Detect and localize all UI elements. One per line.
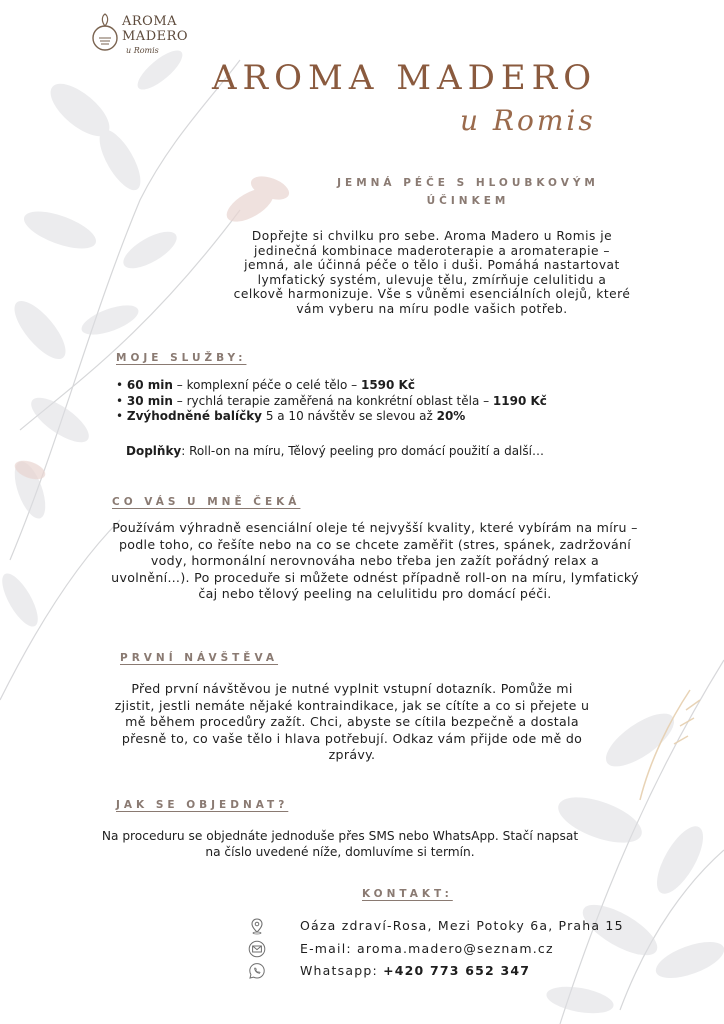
whatsapp-number[interactable]: +420 773 652 347 <box>383 963 531 978</box>
expect-heading: CO VÁS U MNĚ ČEKÁ <box>112 496 301 508</box>
page-title: AROMA MADERO <box>212 58 598 98</box>
list-item <box>116 394 636 410</box>
bullet: • <box>116 378 124 392</box>
bullet: • <box>116 409 124 423</box>
contact-whatsapp-line <box>300 963 530 978</box>
whatsapp-label: Whatsapp: <box>300 963 384 978</box>
service-packages: Zvýhodněné balíčky <box>126 409 262 423</box>
location-pin-icon <box>248 917 266 935</box>
logo <box>88 10 208 66</box>
email-address[interactable]: aroma.madero@seznam.cz <box>356 941 554 956</box>
tagline: JEMNÁ PÉČE S HLOUBKOVÝM ÚČINKEM <box>337 177 599 207</box>
booking-heading: JAK SE OBJEDNAT? <box>116 799 289 811</box>
intro-paragraph: Dopřejte si chvilku pro sebe. Aroma Madero u Romis je jedinečná kombinace maderoterapie a aromaterapie – jemná, ale účinná péče o tělo i duši. Pomáhá nastartovat lymfatický systém, ulevuje tělu, zmírňuje celulitidu a celkově harmonizuje. Vše s vůněmi esenciálních olejů, které vám vyberu na míru podle vašich potřeb. <box>233 229 631 316</box>
services-heading: MOJE SLUŽBY: <box>116 352 247 364</box>
service-price: 1590 Kč <box>360 378 415 392</box>
logo-text-aroma: AROMA <box>122 14 178 29</box>
first-visit-heading: PRVNÍ NÁVŠTĚVA <box>120 652 279 664</box>
expect-paragraph: Používám výhradně esenciální oleje té nejvyšší kvality, které vybírám na míru – podle toho, co řešíte nebo na co se chcete zaměřit (stres, spánek, zadržování vody, hormonální nerovnováha nebo třeba jen zažít pořádný relax a uvolnění…). Po proceduře si můžete odnést případně roll-on na míru, lymfatický čaj nebo tělový peeling na celulitidu pro domácí péči. <box>111 520 639 601</box>
service-price: 1190 Kč <box>492 393 547 408</box>
addons-line <box>126 444 544 458</box>
service-discount: 20% <box>436 409 466 423</box>
service-description: – rychlá terapie zaměřená na konkrétní oblast těla – <box>172 393 493 408</box>
logo-emblem-icon <box>90 12 120 52</box>
service-duration: 30 min <box>126 393 173 408</box>
first-visit-paragraph: Před první návštěvou je nutné vyplnit vstupní dotazník. Pomůže mi zjistit, jestli nemáte nějaké kontraindikace, jak se cítíte a co si přejete u mě během procedůry zažít. Chci, abyste se cítila bezpečně a dostala přesně to, co vaše tělo i hlava potřebují. Odkaz vám přijde ode mě do zprávy. <box>114 681 590 762</box>
bullet: • <box>116 393 124 408</box>
logo-text-romis: u Romis <box>126 46 159 55</box>
service-description: 5 a 10 návštěv se slevou až <box>262 409 437 423</box>
mail-icon <box>248 940 266 958</box>
services-list <box>116 378 636 425</box>
service-duration: 60 min <box>126 378 173 392</box>
contact-email-line <box>300 941 554 956</box>
list-item <box>116 409 636 425</box>
booking-paragraph: Na proceduru se objednáte jednoduše přes SMS nebo WhatsApp. Stačí napsat na číslo uvedené níže, domluvíme si termín. <box>101 829 579 859</box>
email-label: E-mail: <box>300 941 357 956</box>
logo-text-madero: MADERO <box>122 29 189 44</box>
list-item <box>116 378 636 394</box>
addons-text: : Roll-on na míru, Tělový peeling pro domácí použití a další… <box>181 444 544 458</box>
page-subtitle: u Romis <box>460 104 596 137</box>
service-description: – komplexní péče o celé tělo – <box>172 378 361 392</box>
addons-label: Doplňky <box>126 444 182 458</box>
contact-heading: KONTAKT: <box>362 888 453 900</box>
contact-address: Oáza zdraví-Rosa, Mezi Potoky 6a, Praha 15 <box>300 918 624 933</box>
whatsapp-icon <box>248 962 266 980</box>
